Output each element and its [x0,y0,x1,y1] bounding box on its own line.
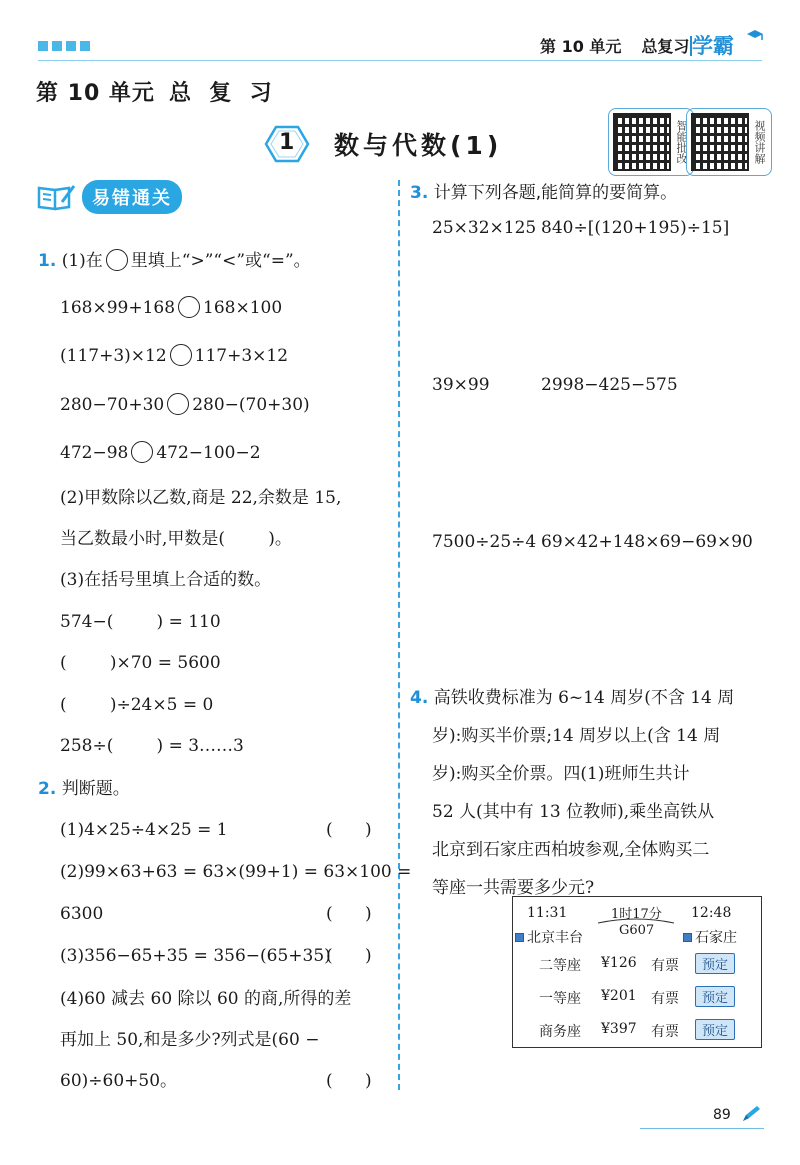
mistake-badge [36,180,182,214]
q1-compare-2 [60,344,288,366]
q2-mark-4[interactable]: ( ) [326,1071,372,1091]
column-divider [398,180,400,1090]
q1-compare-4 [60,441,261,463]
station-marker-icon [683,933,692,942]
qr-label-video: 视频讲解 [753,120,766,164]
q3-expr-5: 7500÷25÷4 [432,532,537,552]
q4-line-4: 52 人(其中有 13 位教师),乘坐高铁从 [432,802,715,822]
q2-item-3: (3)356−65+35 = 356−(65+35) [60,946,331,966]
seat-row [539,1021,581,1041]
compare-left: (117+3)×12 [60,346,167,366]
book-button[interactable]: 预定 [695,953,735,974]
section-title: 数与代数(1) [334,131,503,160]
q3-expr-2: 840÷[(120+195)÷15] [541,218,730,238]
to-station-label: 石家庄 [695,930,737,946]
answer-circle[interactable] [170,344,192,366]
q4-line-6: 等座一共需要多少元? [432,878,595,898]
qr-video-lesson[interactable] [686,108,772,176]
answer-circle[interactable] [131,441,153,463]
seat-class: 商务座 [539,1024,581,1040]
q3-expr-4: 2998−425−575 [541,375,678,395]
seat-price: ¥201 [601,988,637,1004]
q2-prompt [38,779,130,799]
brand-logo: 学霸 [692,34,734,58]
q2-item-2: (2)99×63+63 = 63×(99+1) = 63×100 = [60,862,412,882]
q2-mark-1[interactable]: ( ) [326,820,372,840]
graduation-cap-icon [746,28,764,44]
q3-expr-1: 25×32×125 [432,218,537,238]
compare-left: 168×99+168 [60,298,176,318]
header-rule [38,60,762,61]
q3-prompt [410,183,677,203]
pencil-icon [740,1104,762,1124]
q1-fill-2[interactable]: ( )×70 = 5600 [60,653,221,673]
answer-circle[interactable] [106,249,128,271]
compare-right: 472−100−2 [156,443,261,463]
compare-right: 280−(70+30) [192,395,310,415]
q2-mark-3[interactable]: ( ) [326,946,372,966]
q1-part2-line1: (2)甲数除以乙数,商是 22,余数是 15, [60,488,342,508]
header-decoration [38,41,90,51]
q2-title: 判断题。 [61,779,130,799]
q1-part3: (3)在括号里填上合适的数。 [60,570,272,590]
q1-part1-post: 里填上“>”“<”或“=”。 [130,251,311,271]
qr-code-icon [691,113,749,171]
seat-class: 二等座 [539,958,581,974]
compare-left: 472−98 [60,443,129,463]
train-number: G607 [619,923,655,938]
q2-item-2b: 6300 [60,904,104,924]
q1-fill-4[interactable]: 258÷( ) = 3……3 [60,736,244,756]
q4-line-1 [410,688,734,708]
depart-time: 11:31 [527,905,568,921]
header-unit [540,34,689,57]
unit-label: 第 10 单元 [36,81,155,106]
footer-rule [640,1128,764,1129]
station-marker-icon [515,933,524,942]
q2-item-4: (4)60 减去 60 除以 60 的商,所得的差 [60,989,352,1009]
duration: 1时17分 [611,907,662,922]
book-button[interactable]: 预定 [695,986,735,1007]
header-unit-label: 第 10 单元 [540,37,622,56]
page-title [36,76,273,107]
book-button[interactable]: 预定 [695,1019,735,1040]
q3-number: 3. [410,183,429,203]
compare-right: 168×100 [203,298,283,318]
seat-price: ¥126 [601,955,637,971]
q1-fill-1[interactable]: 574−( ) = 110 [60,612,221,632]
qr-code-icon [613,113,671,171]
unit-title-text: 总 复 习 [168,81,273,106]
seat-price: ¥397 [601,1021,637,1037]
from-station-label: 北京丰台 [527,930,583,946]
q4-line-5: 北京到石家庄西柏坡参观,全体购买二 [432,840,710,860]
answer-circle[interactable] [178,296,200,318]
q2-item-4c: 60)÷60+50。 [60,1071,178,1091]
qr-smart-grading[interactable] [608,108,694,176]
compare-right: 117+3×12 [194,346,289,366]
q1-number: 1. [38,251,57,271]
q2-number: 2. [38,779,57,799]
q2-mark-2[interactable]: ( ) [326,904,372,924]
q1-part1-pre: (1)在 [61,251,103,271]
answer-circle[interactable] [167,393,189,415]
arrive-time: 12:48 [691,905,732,921]
q4-line-2: 岁):购买半价票;14 周岁以上(含 14 周 [432,726,721,746]
section-number: 1 [279,130,295,155]
seat-status: 有票 [651,958,679,974]
q1-part2-line2: 当乙数最小时,甲数是( )。 [60,529,292,549]
book-pen-icon [36,182,76,212]
q4-line-3: 岁):购买全价票。四(1)班师生共计 [432,764,690,784]
q1-compare-3 [60,393,310,415]
compare-left: 280−70+30 [60,395,165,415]
q1-fill-3[interactable]: ( )÷24×5 = 0 [60,695,214,715]
train-ticket-panel [512,896,762,1048]
badge-label: 易错通关 [82,180,182,214]
q4-text: 高铁收费标准为 6~14 周岁(不含 14 周 [433,688,735,708]
qr-label-grading: 智能批改 [675,120,688,164]
page-number: 89 [713,1107,731,1123]
seat-status: 有票 [651,1024,679,1040]
seat-row [539,988,581,1008]
q3-expr-6: 69×42+148×69−69×90 [541,532,753,552]
q1-prompt [38,249,311,271]
from-station [515,927,583,947]
q4-number: 4. [410,688,429,708]
seat-class: 一等座 [539,991,581,1007]
to-station [683,927,737,947]
q3-title: 计算下列各题,能简算的要简算。 [433,183,678,203]
header-review-label: 总复习 [641,37,690,56]
seat-row [539,955,581,975]
q3-expr-3: 39×99 [432,375,490,395]
q1-compare-1 [60,296,282,318]
seat-status: 有票 [651,991,679,1007]
q2-item-4b: 再加上 50,和是多少?列式是(60 − [60,1030,320,1050]
q2-item-1: (1)4×25÷4×25 = 1 [60,820,228,840]
